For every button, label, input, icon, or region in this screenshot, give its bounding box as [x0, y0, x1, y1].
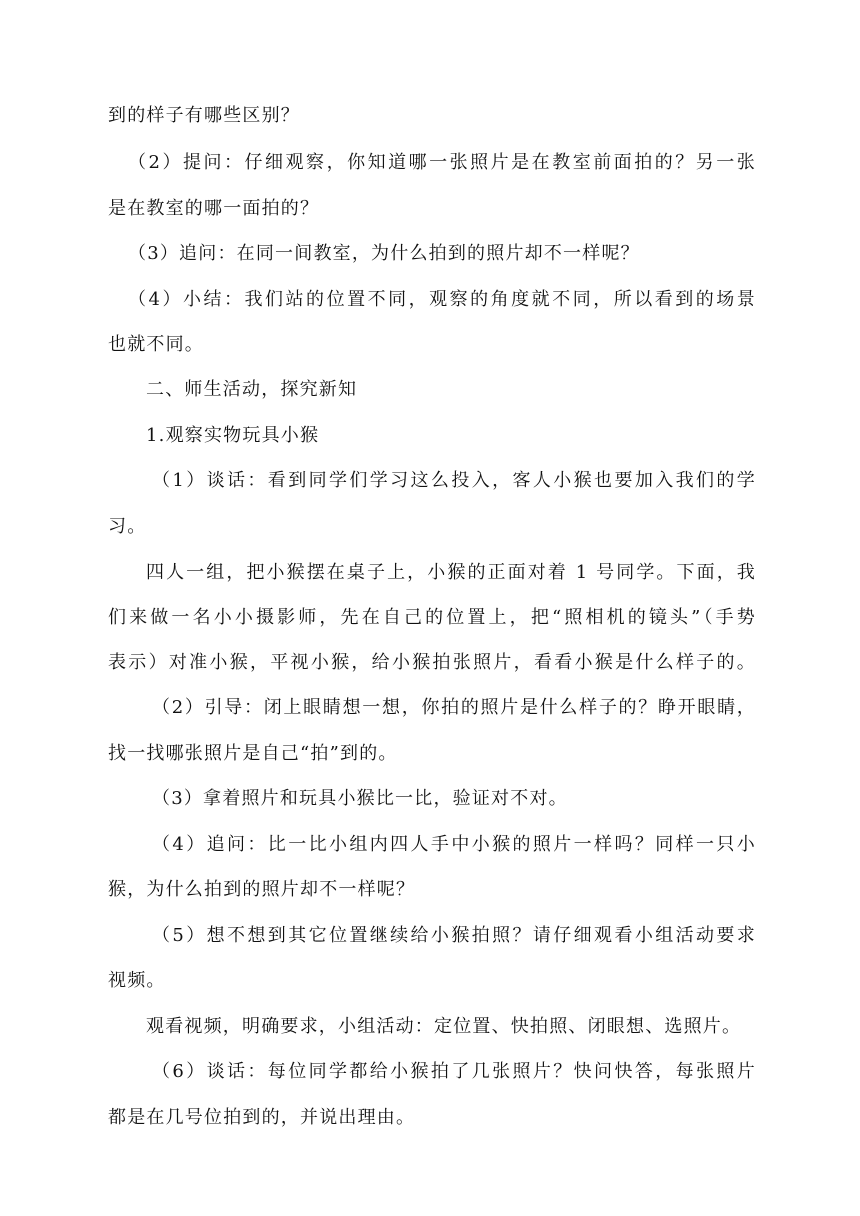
paragraph-line: （2）引导：闭上眼睛想一想，你拍的照片是什么样子的？睁开眼睛， — [152, 697, 756, 718]
paragraph-line: （4）小结：我们站的位置不同，观察的角度就不同，所以看到的场景 — [128, 289, 756, 310]
paragraph-line: （3）拿着照片和玩具小猴比一比，验证对不对。 — [152, 788, 568, 809]
paragraph-line: （1）谈话：看到同学们学习这么投入，客人小猴也要加入我们的学 — [152, 470, 756, 491]
paragraph-line: 是在教室的哪一面拍的？ — [108, 198, 320, 219]
paragraph-line: （2）提问：仔细观察，你知道哪一张照片是在教室前面拍的？另一张 — [128, 152, 756, 173]
paragraph-line: 四人一组，把小猴摆在桌子上，小猴的正面对着 1 号同学。下面，我 — [146, 562, 756, 583]
paragraph-line: 们来做一名小小摄影师，先在自己的位置上，把“照相机的镜头”（手势 — [108, 607, 756, 628]
paragraph-line: 也就不同。 — [108, 334, 204, 355]
paragraph-line: 到的样子有哪些区别？ — [108, 105, 300, 126]
paragraph-line: 表示）对准小猴，平视小猴，给小猴拍张照片，看看小猴是什么样子的。 — [108, 652, 756, 673]
paragraph-line: 都是在几号位拍到的，并说出理由。 — [108, 1107, 416, 1128]
paragraph-line: （3）追问：在同一间教室，为什么拍到的照片却不一样呢？ — [128, 243, 640, 264]
paragraph-line: 习。 — [108, 516, 147, 537]
paragraph-line: 找一找哪张照片是自己“拍”到的。 — [108, 743, 398, 764]
paragraph-line: 观看视频，明确要求，小组活动：定位置、快拍照、闭眼想、选照片。 — [146, 1016, 742, 1037]
section-heading: 二、师生活动，探究新知 — [146, 379, 358, 400]
subsection-heading: 1.观察实物玩具小猴 — [146, 425, 320, 446]
paragraph-line: （6）谈话：每位同学都给小猴拍了几张照片？快问快答，每张照片 — [152, 1061, 756, 1082]
paragraph-line: （4）追问：比一比小组内四人手中小猴的照片一样吗？同样一只小 — [152, 834, 756, 855]
paragraph-line: 视频。 — [108, 970, 166, 991]
paragraph-line: （5）想不想到其它位置继续给小猴拍照？请仔细观看小组活动要求 — [152, 925, 756, 946]
paragraph-line: 猴，为什么拍到的照片却不一样呢？ — [108, 879, 416, 900]
